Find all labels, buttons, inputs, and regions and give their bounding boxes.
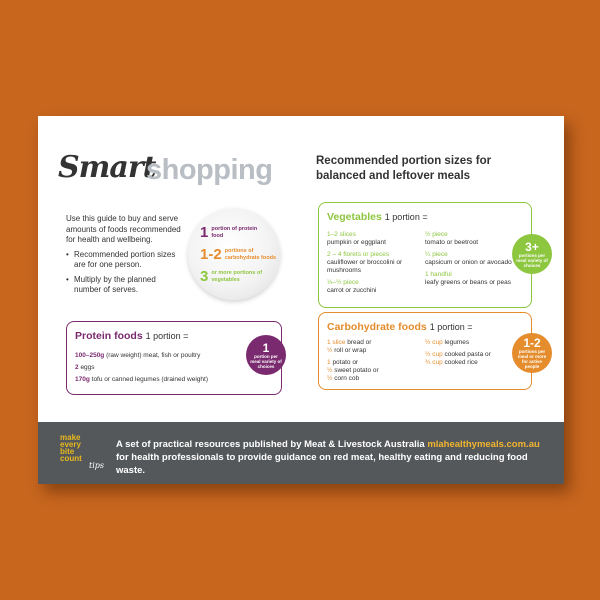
intro-text — [66, 214, 184, 300]
brand-line: every — [60, 440, 81, 449]
plate-illustration — [188, 208, 280, 300]
carb-text: cooked rice — [444, 359, 478, 366]
brand-tips: tips — [89, 461, 104, 470]
carb-amount: ¾ cup — [425, 359, 443, 366]
veg-amount: ¼ piece — [425, 251, 448, 258]
veg-text: cauliflower or broccolini or mushrooms — [327, 259, 403, 274]
veg-text: tomato or beetroot — [425, 239, 479, 246]
footer-text — [116, 438, 548, 477]
carbs-title: Carbohydrate foods — [327, 321, 427, 333]
protein-line — [75, 376, 255, 384]
veg-item — [425, 251, 521, 267]
plate-row-carbs — [200, 246, 277, 263]
carb-item — [425, 339, 521, 347]
carbohydrate-foods-box — [318, 312, 532, 390]
vegetables-portion: 1 portion = — [384, 212, 428, 222]
brand-line: count — [60, 454, 82, 463]
carb-amount: ½ — [327, 367, 333, 374]
veg-text: pumpkin or eggplant — [327, 239, 386, 246]
carb-item — [327, 347, 423, 355]
carb-amount: ½ — [327, 347, 333, 354]
carb-item — [425, 359, 521, 367]
carb-amount: ½ cup — [425, 339, 443, 346]
veg-amount: 2 – 4 florets or pieces — [327, 251, 390, 258]
brand-line: make — [60, 433, 81, 442]
carbs-heading — [327, 321, 472, 333]
footer-text-after: for health professionals to provide guidance on red meat, healthy eating and reducing food waste. — [116, 452, 528, 476]
plate-label: portion of protein food — [211, 226, 258, 239]
protein-line — [75, 352, 255, 360]
protein-portion: 1 portion = — [145, 331, 189, 341]
veg-item — [327, 231, 423, 247]
protein-note: tofu or canned legumes (drained weight) — [91, 376, 208, 383]
badge-number: 1 — [262, 340, 270, 355]
protein-note: (raw weight) meat, fish or poultry — [106, 352, 201, 359]
veg-text: carrot or zucchini — [327, 287, 377, 294]
vegetables-col-right — [425, 231, 521, 291]
veg-text: leafy greens or beans or peas — [425, 279, 511, 286]
vegetables-heading — [327, 211, 428, 223]
vegetables-col-left — [327, 231, 423, 299]
badge-text: portion per meal variety of choices — [250, 353, 282, 369]
vegetables-title: Vegetables — [327, 211, 382, 223]
protein-note: eggs — [80, 364, 95, 371]
carb-text: roll or wrap — [334, 347, 367, 354]
carb-item — [327, 367, 423, 375]
title-script: Smart — [58, 150, 156, 185]
carb-text: corn cob — [334, 375, 360, 382]
carb-text: sweet potato or — [334, 367, 379, 374]
plate-row-veg — [200, 268, 263, 285]
badge-text: portions per meal or more for active people — [517, 349, 547, 369]
brand-logo — [60, 434, 104, 469]
carb-item — [425, 351, 521, 359]
veg-item — [425, 231, 521, 247]
carbs-col-right — [425, 339, 521, 367]
carb-item — [327, 375, 423, 383]
protein-amount: 170g — [75, 376, 90, 383]
plate-number: 1 — [200, 224, 209, 241]
brand-line: bite — [60, 447, 75, 456]
plate-label: or more portions of vegetables — [211, 270, 263, 283]
plate-row-protein — [200, 224, 263, 241]
carb-amount: 1 — [327, 359, 331, 366]
carb-text: cooked pasta or — [444, 351, 491, 358]
intro-bullet: • Multiply by the planned number of serves. — [66, 275, 184, 296]
carb-amount: 1 slice — [327, 339, 346, 346]
carbs-col-left — [327, 339, 423, 383]
carbs-badge — [512, 333, 552, 373]
intro-bullet: • Recommended portion sizes are for one person. — [66, 250, 184, 271]
title-bold: shopping — [146, 154, 273, 186]
carbs-portion: 1 portion = — [429, 322, 473, 332]
footer-text-before: A set of practical resources published by Meat & Livestock Australia — [116, 439, 428, 450]
veg-amount: 1 handful — [425, 271, 452, 278]
footer-bar — [38, 422, 564, 484]
footer-link[interactable]: mlahealthymeals.com.au — [427, 439, 540, 450]
protein-title: Protein foods — [75, 330, 143, 342]
badge-number: 1-2 — [523, 336, 541, 350]
protein-badge — [246, 335, 286, 375]
veg-amount: ⅓–½ piece — [327, 279, 359, 286]
protein-list — [75, 352, 255, 384]
portion-guide-card — [38, 116, 564, 484]
subtitle: Recommended portion sizes for balanced and leftover meals — [316, 155, 492, 182]
protein-amount: 100–250g — [75, 352, 105, 359]
badge-number: 3+ — [525, 239, 539, 254]
veg-amount: 1–2 slices — [327, 231, 356, 238]
veg-item — [327, 279, 423, 295]
plate-label: portions of carbohydrate foods — [224, 248, 277, 261]
intro-paragraph: Use this guide to buy and serve amounts of foods recommended for health and wellbeing. — [66, 214, 181, 244]
veg-amount: ½ piece — [425, 231, 448, 238]
protein-line — [75, 364, 255, 372]
carb-amount: ½ cup — [425, 351, 443, 358]
carb-item — [327, 339, 423, 347]
carb-amount: ½ — [327, 375, 333, 382]
carb-text: legumes — [444, 339, 470, 346]
protein-heading — [75, 330, 188, 342]
protein-amount: 2 — [75, 364, 79, 371]
carb-text: potato or — [332, 359, 359, 366]
veg-item — [425, 271, 521, 287]
veg-text: capsicum or onion or avocado — [425, 259, 512, 266]
intro-bullets — [66, 250, 184, 296]
veg-item — [327, 251, 423, 275]
plate-number: 3 — [200, 268, 209, 285]
plate-number: 1-2 — [200, 246, 222, 263]
carb-item — [327, 359, 423, 367]
vegetables-badge — [512, 234, 552, 274]
vegetables-box — [318, 202, 532, 308]
carb-text: bread or — [347, 339, 372, 346]
badge-text: portions per meal variety of choices — [516, 252, 548, 268]
